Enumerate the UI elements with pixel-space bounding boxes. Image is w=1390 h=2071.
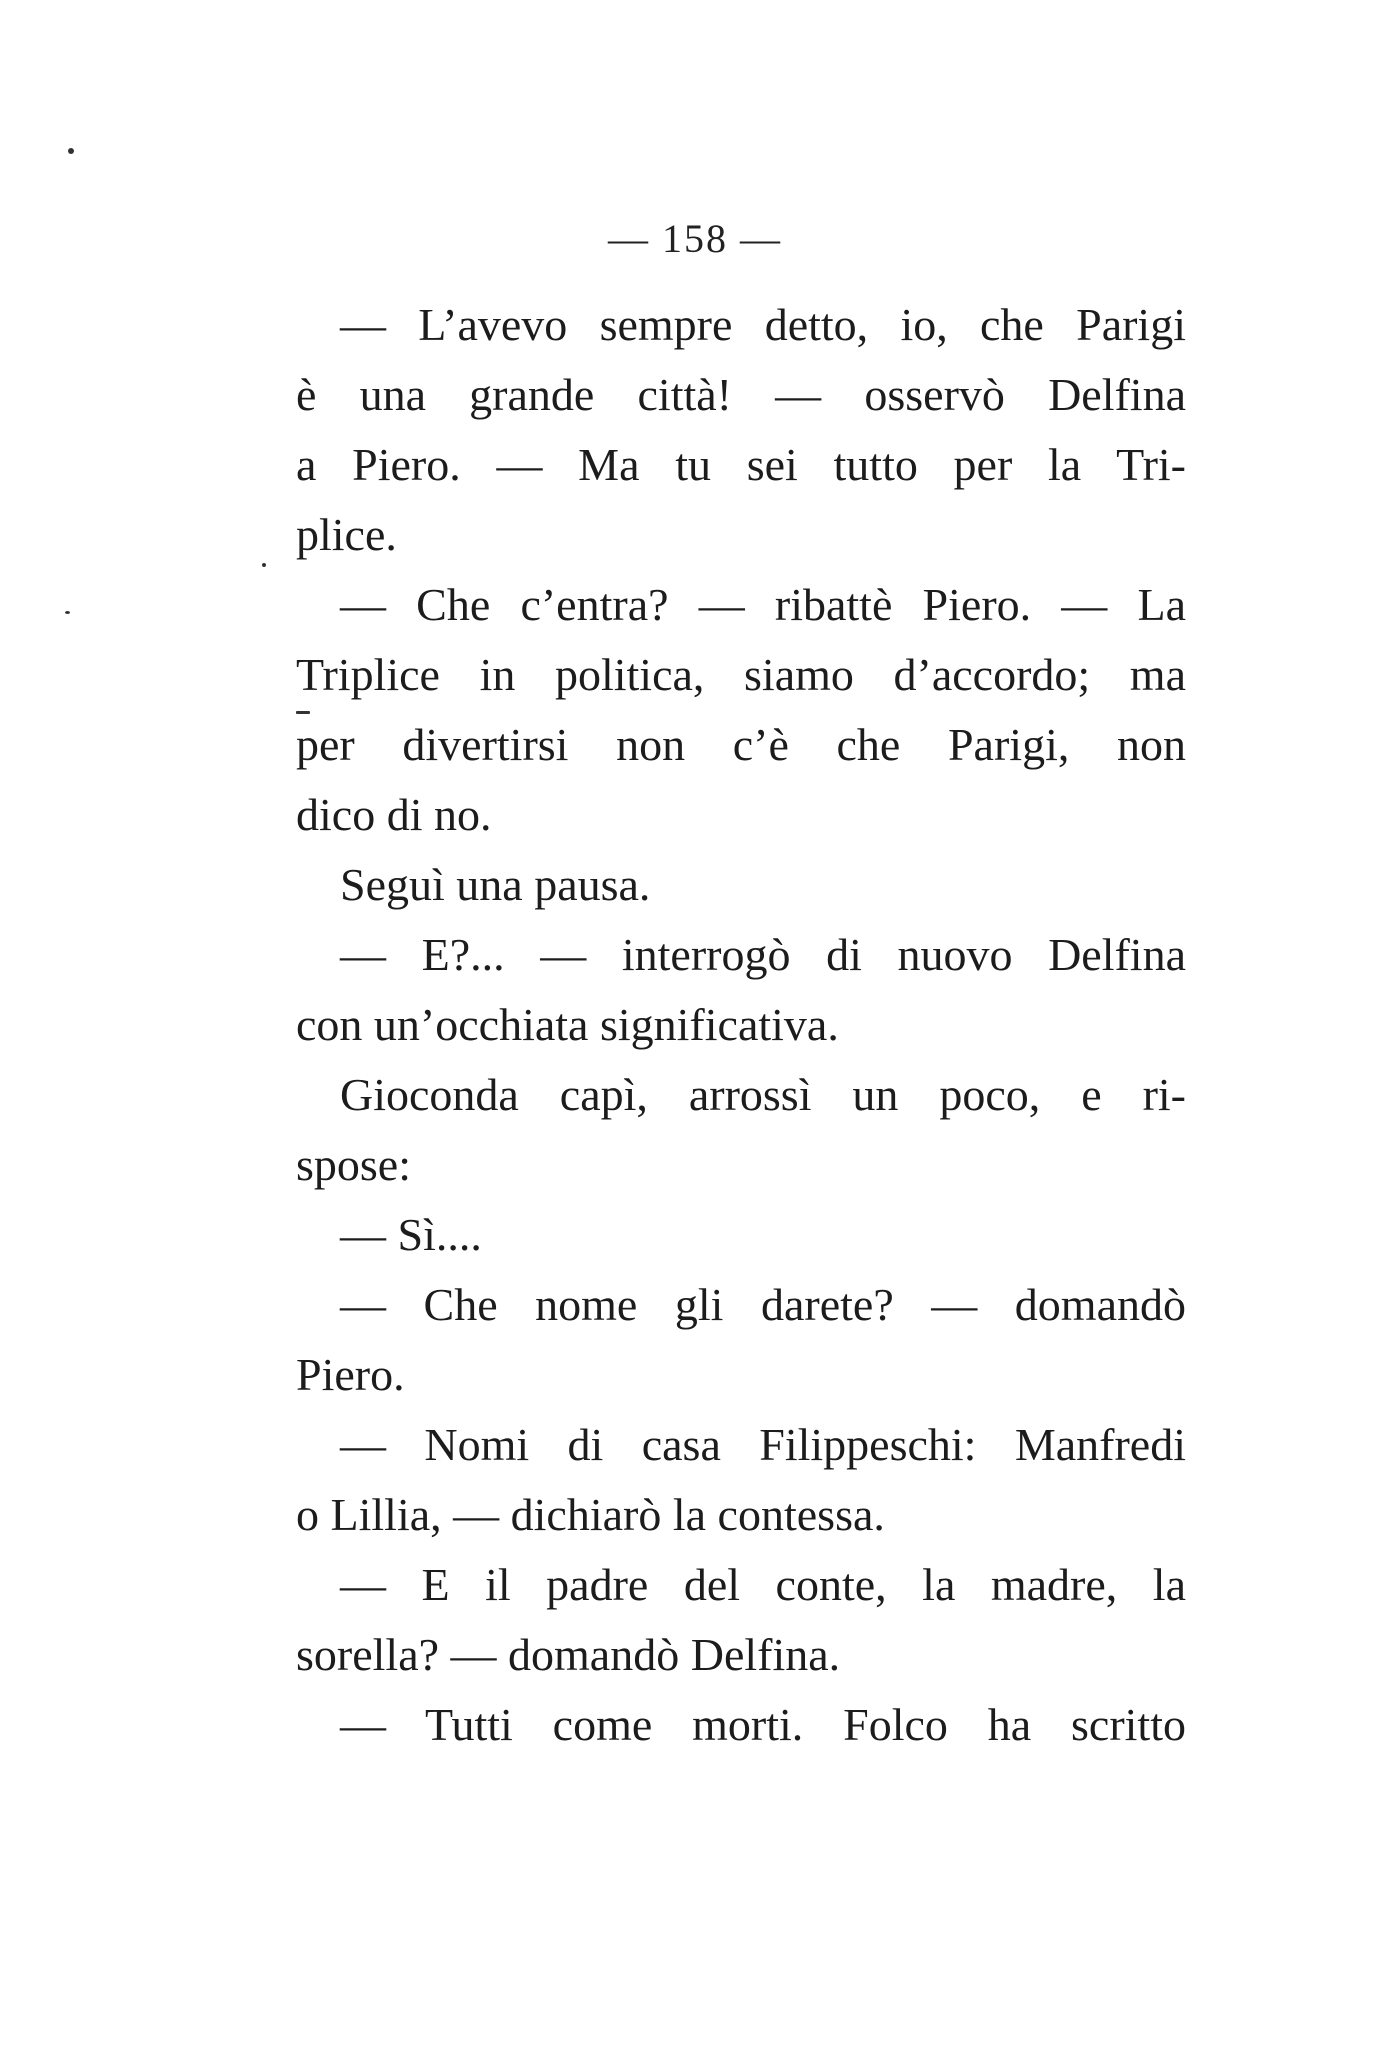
print-speck xyxy=(65,611,70,614)
text-line: Triplice in politica, siamo d’accordo; ma xyxy=(296,649,1186,700)
text-line: — Sì.... xyxy=(340,1209,482,1260)
paragraph xyxy=(296,920,1186,1060)
paragraph xyxy=(296,570,1186,850)
text-line: — E il padre del conte, la madre, la xyxy=(340,1559,1186,1610)
text-line: — Che nome gli darete? — domandò xyxy=(340,1279,1186,1330)
text-line: — Tutti come morti. Folco ha scritto xyxy=(340,1699,1186,1750)
print-speck xyxy=(68,148,74,154)
paragraph xyxy=(296,1060,1186,1200)
text-line: spose: xyxy=(296,1139,411,1190)
text-line: o Lillia, — dichiarò la contessa. xyxy=(296,1489,885,1540)
text-line: — Nomi di casa Filippeschi: Manfredi xyxy=(340,1419,1186,1470)
paragraph xyxy=(296,1410,1186,1550)
text-line: Seguì una pausa. xyxy=(340,859,651,910)
paragraph xyxy=(296,1200,1186,1270)
text-line: sorella? — domandò Delfina. xyxy=(296,1629,841,1680)
paragraph xyxy=(296,1690,1186,1760)
text-line: per divertirsi non c’è che Parigi, non xyxy=(296,719,1186,770)
text-line: — L’avevo sempre detto, io, che Parigi xyxy=(340,299,1186,350)
body-text xyxy=(296,290,1186,1760)
paragraph xyxy=(296,290,1186,570)
text-line: — Che c’entra? — ribattè Piero. — La xyxy=(340,579,1186,630)
text-line: dico di no. xyxy=(296,789,492,840)
page-number: — 158 — xyxy=(608,216,782,261)
paragraph xyxy=(296,1270,1186,1410)
text-line: a Piero. — Ma tu sei tutto per la Tri- xyxy=(296,439,1186,490)
text-line: plice. xyxy=(296,509,397,560)
text-line: Gioconda capì, arrossì un poco, e ri- xyxy=(340,1069,1186,1120)
text-line: — E?... — interrogò di nuovo Delfina xyxy=(340,929,1186,980)
paragraph xyxy=(296,1550,1186,1690)
text-line: con un’occhiata significativa. xyxy=(296,999,839,1050)
text-line: Piero. xyxy=(296,1349,405,1400)
print-speck xyxy=(262,563,266,567)
paragraph xyxy=(296,850,1186,920)
text-line: è una grande città! — osservò Delfina xyxy=(296,369,1186,420)
